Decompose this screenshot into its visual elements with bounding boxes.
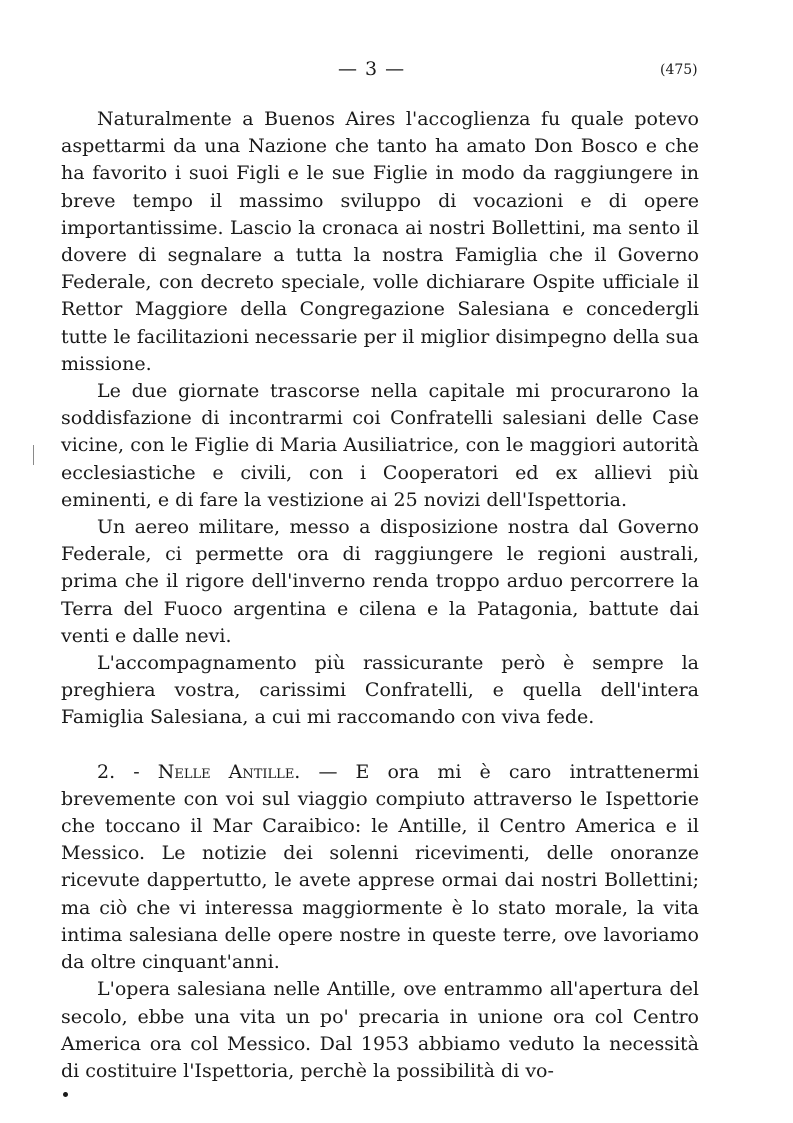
bullet-dot xyxy=(63,1092,68,1097)
section-heading: Nelle Antille. xyxy=(157,760,301,783)
paragraph: Un aereo militare, messo a disposizione nostra dal Governo Federale, ci permette ora di raggiungere le regioni australi, prima che il rigore dell'inverno renda troppo arduo percorrere la Terra del Fuoco argentina e cilena e la Patagonia, battute dai venti e dalle nevi. xyxy=(61,516,699,647)
page-reference: (475) xyxy=(660,62,698,78)
paragraph: Le due giornate trascorse nella capitale mi procurarono la soddisfazione di incontrarmi coi Confratelli salesiani delle Case vicine, con le Figlie di Maria Ausiliatrice, con le maggiori autorità ecclesiastiche e civili, con i Cooperatori ed ex allievi più eminenti, e di fare la vestizione ai 25 novizi dell'Ispettoria. xyxy=(61,380,699,511)
paragraph: L'opera salesiana nelle Antille, ove entrammo all'apertura del secolo, ebbe una vita un po' precaria in unione ora col Centro America ora col Messico. Dal 1953 abbiamo veduto la necessità di costituire l'Ispettoria, perchè la possibilità di vo- xyxy=(61,978,699,1082)
margin-mark xyxy=(33,445,34,465)
paragraph: Naturalmente a Buenos Aires l'accoglienza fu quale potevo aspettarmi da una Nazione che tanto ha amato Don Bosco e che ha favorito i suoi Figli e le sue Figlie in modo da raggiungere in breve tempo il massimo sviluppo di vocazioni e di opere importantissime. Lascio la cronaca ai nostri Bollettini, ma sento il dovere di segnalare a tutta la nostra Famiglia che il Governo Federale, con decreto speciale, volle dichiarare Ospite ufficiale il Rettor Maggiore della Congregazione Salesiana e concedergli tutte le facilitazioni necessarie per il miglior disimpegno della sua missione. xyxy=(61,108,699,375)
section-2-paragraph xyxy=(61,759,699,977)
section-text: — E ora mi è caro intrattenermi brevemente con voi sul viaggio compiuto attraverso le Ispettorie che toccano il Mar Caraibico: le Antille, il Centro America e il Messico. Le notizie dei solenni ricevimenti, delle onoranze ricevute dappertutto, le avete apprese ormai dai nostri Bollettini; ma ciò che vi interessa maggiormente è lo stato morale, la vita intima salesiana delle opere nostre in queste terre, ove lavoriamo da oltre cinquant'anni. xyxy=(61,760,699,974)
section-number: 2. - xyxy=(97,760,140,783)
page-number: — 3 — xyxy=(338,58,406,80)
page-header xyxy=(0,58,793,88)
body-text xyxy=(61,106,699,1085)
paragraph: L'accompagnamento più rassicurante però è sempre la preghiera vostra, carissimi Confratelli, e quella dell'intera Famiglia Salesiana, a cui mi raccomando con viva fede. xyxy=(61,652,699,729)
section-gap xyxy=(61,732,699,759)
